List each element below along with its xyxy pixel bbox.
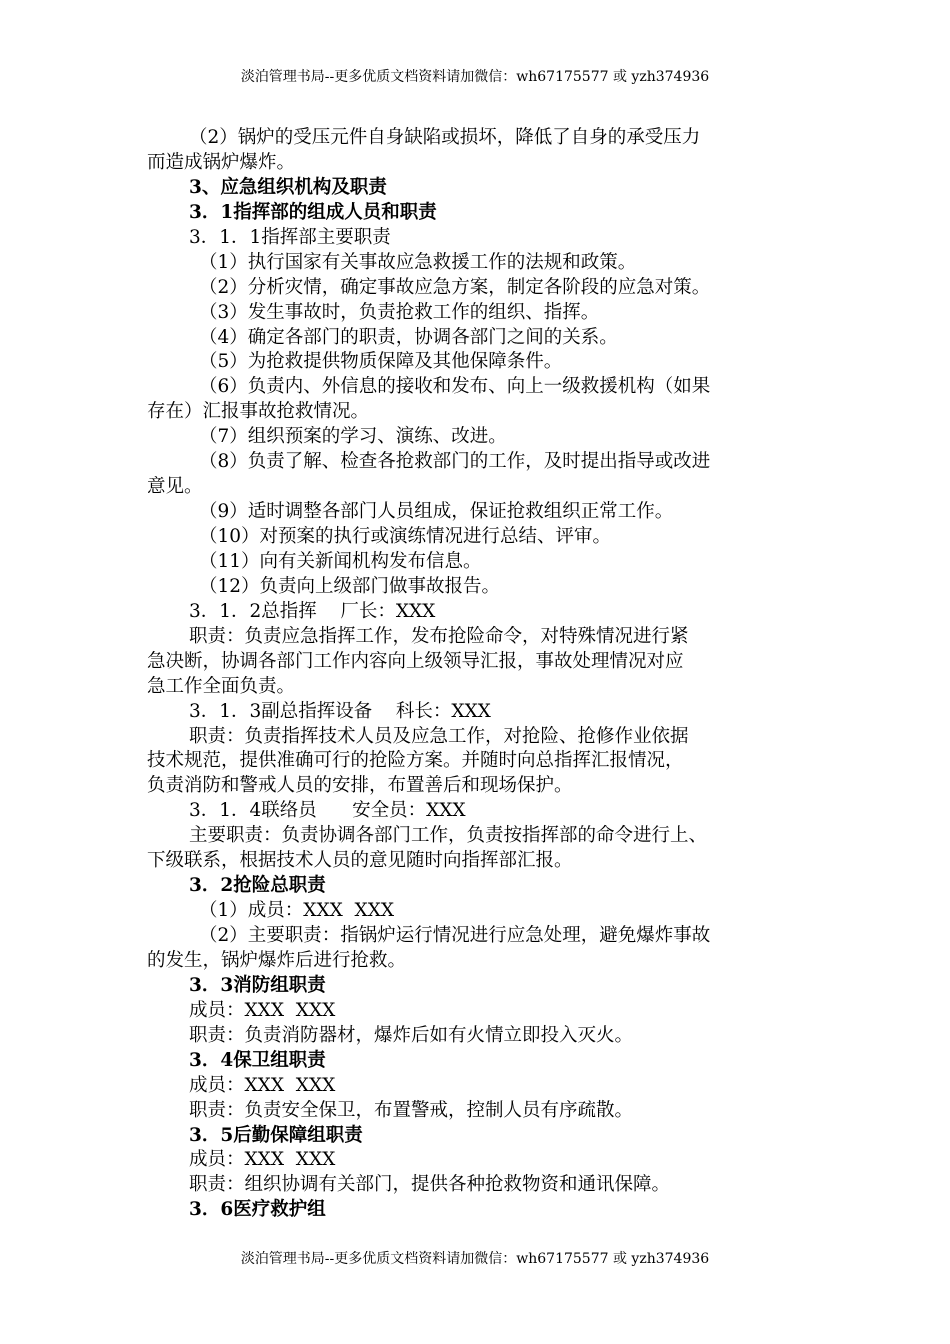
- text-line: （1）成员：XXX XXX: [199, 900, 395, 922]
- text-line: 负责消防和警戒人员的安排，布置善后和现场保护。: [147, 775, 573, 797]
- text-line: 职责：负责安全保卫，布置警戒，控制人员有序疏散。: [189, 1099, 634, 1121]
- text-line: （2）分析灾情，确定事故应急方案，制定各阶段的应急对策。: [199, 276, 711, 298]
- text-line: （6）负责内、外信息的接收和发布、向上一级救援机构（如果: [199, 376, 711, 398]
- page-header: 淡泊管理书局--更多优质文档资料请加微信：wh67175577 或 yzh374936: [240, 69, 710, 85]
- text-line: 存在）汇报事故抢救情况。: [147, 401, 370, 423]
- text-line: （2）主要职责：指锅炉运行情况进行应急处理，避免爆炸事故: [199, 925, 711, 946]
- section-heading: 3．2抢险总职责: [189, 875, 326, 897]
- text-line: 下级联系，根据技术人员的意见随时向指挥部汇报。: [147, 850, 573, 872]
- text-line: 职责：负责消防器材，爆炸后如有火情立即投入灭火。: [189, 1024, 634, 1046]
- text-line: （7）组织预案的学习、演练、改进。: [199, 426, 507, 448]
- text-line: 职责：组织协调有关部门，提供各种抢救物资和通讯保障。: [189, 1174, 671, 1196]
- text-line: （11）向有关新闻机构发布信息。: [199, 550, 482, 572]
- section-heading: 3．3消防组职责: [189, 974, 326, 996]
- text-line: 技术规范，提供准确可行的抢险方案。并随时向总指挥汇报情况，: [147, 750, 684, 772]
- text-line: 成员：XXX XXX: [189, 1074, 336, 1096]
- section-heading: 3．1指挥部的组成人员和职责: [189, 201, 437, 223]
- text-line: （12）负责向上级部门做事故报告。: [199, 575, 501, 597]
- text-line: （5）为抢救提供物质保障及其他保障条件。: [199, 351, 563, 373]
- page-footer: 淡泊管理书局--更多优质文档资料请加微信：wh67175577 或 yzh374936: [240, 1251, 710, 1267]
- section-heading: 3．5后勤保障组职责: [189, 1124, 363, 1146]
- text-line: 3．1．4联络员 安全员：XXX: [189, 800, 466, 822]
- text-line: 而造成锅炉爆炸。: [147, 151, 296, 173]
- text-line: （1）执行国家有关事故应急救援工作的法规和政策。: [199, 251, 637, 273]
- text-line: 职责：负责指挥技术人员及应急工作，对抢险、抢修作业依据: [189, 725, 689, 747]
- text-line: 成员：XXX XXX: [189, 999, 336, 1021]
- section-heading: 3．6医疗救护组: [189, 1199, 326, 1221]
- text-line: 3．1．2总指挥 厂长：XXX: [189, 600, 436, 622]
- text-line: （4）确定各部门的职责，协调各部门之间的关系。: [199, 326, 618, 348]
- text-line: 3．1．1指挥部主要职责: [189, 226, 391, 248]
- section-heading: 3．4保卫组职责: [189, 1049, 326, 1071]
- text-line: （3）发生事故时，负责抢救工作的组织、指挥。: [199, 301, 600, 323]
- text-line: 职责：负责应急指挥工作，发布抢险命令，对特殊情况进行紧: [189, 625, 689, 647]
- text-line: 急工作全面负责。: [147, 675, 296, 697]
- text-line: 意见。: [147, 476, 203, 498]
- text-line: 3．1．3副总指挥设备 科长：XXX: [189, 700, 491, 722]
- text-line: （2）锅炉的受压元件自身缺陷或损坏，降低了自身的承受压力: [189, 127, 701, 148]
- text-line: （9）适时调整各部门人员组成，保证抢救组织正常工作。: [199, 501, 674, 523]
- text-line: 的发生，锅炉爆炸后进行抢救。: [147, 949, 407, 971]
- text-line: 成员：XXX XXX: [189, 1149, 336, 1171]
- text-line: （8）负责了解、检查各抢救部门的工作，及时提出指导或改进: [199, 451, 711, 473]
- text-line: 急决断，协调各部门工作内容向上级领导汇报，事故处理情况对应: [147, 650, 684, 672]
- document-body: [147, 126, 807, 1223]
- text-line: 主要职责：负责协调各部门工作，负责按指挥部的命令进行上、: [189, 825, 708, 847]
- text-line: （10）对预案的执行或演练情况进行总结、评审。: [199, 526, 612, 547]
- section-heading: 3、应急组织机构及职责: [189, 176, 387, 198]
